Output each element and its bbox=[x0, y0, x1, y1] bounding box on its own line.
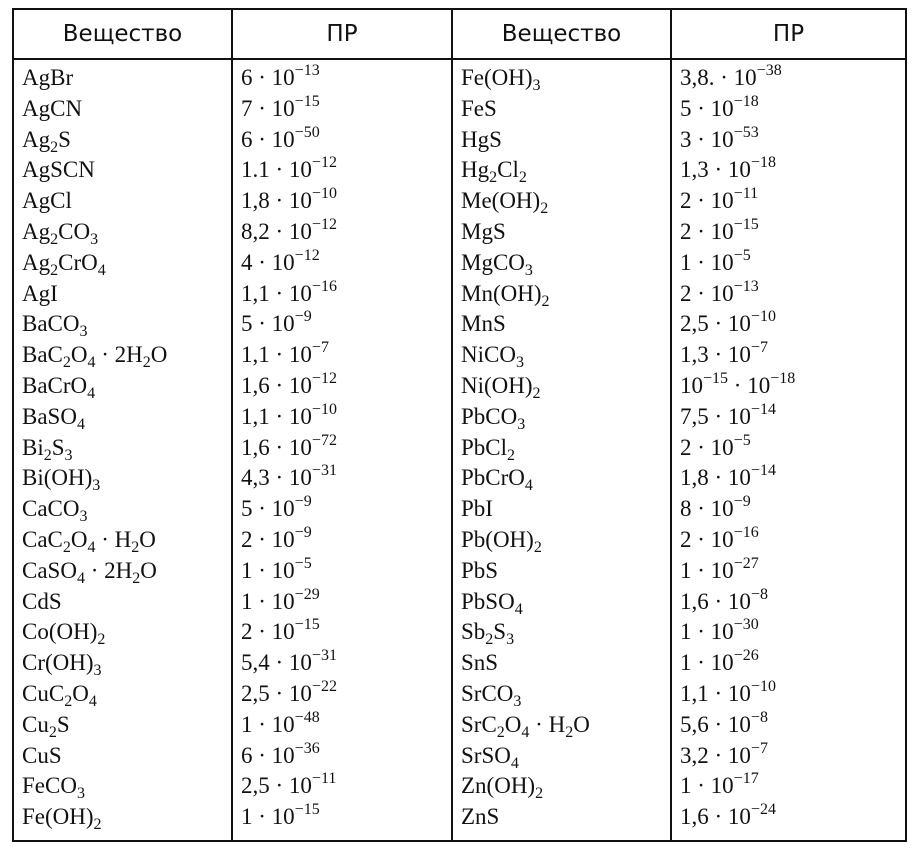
formula-subscript: 2 bbox=[565, 723, 574, 741]
formula-subscript: 2 bbox=[131, 538, 140, 556]
solubility-product-table bbox=[12, 8, 907, 842]
ksp-cell: $1,1 \cdot 10^{-16}$ bbox=[232, 280, 452, 311]
ksp-exponent: −9 bbox=[294, 495, 312, 511]
table-body bbox=[13, 59, 906, 841]
ksp-exponent: −14 bbox=[750, 464, 776, 480]
ksp-cell: $1.1 \cdot 10^{-12}$ bbox=[232, 156, 452, 187]
formula-subscript: 2 bbox=[93, 816, 102, 834]
ksp-exponent: −12 bbox=[311, 217, 337, 233]
table-row bbox=[13, 618, 906, 649]
ksp-cell: $1,1 \cdot 10^{-7}$ bbox=[232, 341, 452, 372]
ksp-exponent: −5 bbox=[733, 433, 751, 449]
formula-subscript: 3 bbox=[92, 477, 101, 495]
ksp-exponent: −7 bbox=[750, 741, 768, 757]
ksp-exponent: −48 bbox=[294, 710, 320, 726]
ksp-cell: $5 \cdot 10^{-18}$ bbox=[671, 95, 906, 126]
ksp-cell: $6 \cdot 10^{-50}$ bbox=[232, 126, 452, 157]
formula-subscript: 2 bbox=[50, 230, 59, 248]
substance-cell: PbI bbox=[452, 495, 671, 526]
ksp-cell: $1,8 \cdot 10^{-10}$ bbox=[232, 187, 452, 218]
ksp-exponent: −12 bbox=[311, 371, 337, 387]
header-ksp-left: ПР bbox=[232, 9, 452, 59]
table-row bbox=[13, 680, 906, 711]
ksp-exponent: −10 bbox=[750, 310, 776, 326]
ksp-cell: $5 \cdot 10^{-9}$ bbox=[232, 310, 452, 341]
ksp-exponent: −12 bbox=[311, 156, 337, 172]
substance-cell: PbSO$_4$ bbox=[452, 588, 671, 619]
ksp-exponent: −31 bbox=[311, 464, 337, 480]
ksp-exponent: −50 bbox=[294, 125, 320, 141]
substance-cell: $Ni(OH)_2$ bbox=[452, 372, 671, 403]
ksp-exponent: −26 bbox=[733, 649, 759, 665]
formula-subscript: 3 bbox=[506, 631, 515, 649]
ksp-cell: $1 \cdot 10^{-5}$ bbox=[671, 249, 906, 280]
table-row bbox=[13, 434, 906, 465]
formula-subscript: 4 bbox=[524, 477, 533, 495]
substance-cell: CaCO$_3$ bbox=[22, 496, 88, 526]
table-row bbox=[13, 187, 906, 218]
table-row bbox=[13, 526, 906, 557]
ksp-cell: $10^{-15} \cdot 10^{-18}$ bbox=[671, 372, 906, 403]
ksp-cell: $1 \cdot 10^{-29}$ bbox=[232, 588, 452, 619]
ksp-exponent: −22 bbox=[311, 679, 337, 695]
substance-cell: PbCO$_3$ bbox=[452, 403, 671, 434]
substance-cell: CdS bbox=[22, 588, 62, 614]
formula-subscript: 2 bbox=[532, 384, 541, 402]
ksp-cell: $1 \cdot 10^{-30}$ bbox=[671, 618, 906, 649]
ksp-exponent: −15 bbox=[703, 371, 729, 387]
ksp-cell: $1,3 \cdot 10^{-18}$ bbox=[671, 156, 906, 187]
formula-subscript: 3 bbox=[76, 785, 85, 803]
ksp-cell: $5,4 \cdot 10^{-31}$ bbox=[232, 649, 452, 680]
substance-cell: ZnS bbox=[452, 803, 671, 841]
ksp-cell: $4,3 \cdot 10^{-31}$ bbox=[232, 464, 452, 495]
ksp-exponent: −9 bbox=[294, 525, 312, 541]
substance-cell: $Co(OH)_2$ bbox=[22, 619, 106, 649]
ksp-cell: $2 \cdot 10^{-9}$ bbox=[232, 526, 452, 557]
substance-cell: $SrC_2O_4 \cdot H_2O$ bbox=[452, 711, 671, 742]
ksp-exponent: −5 bbox=[294, 556, 312, 572]
ksp-exponent: −31 bbox=[311, 649, 337, 665]
formula-subscript: 4 bbox=[87, 354, 96, 372]
formula-subscript: 3 bbox=[79, 323, 88, 341]
formula-subscript: 2 bbox=[485, 631, 494, 649]
ksp-exponent: −14 bbox=[750, 402, 776, 418]
ksp-cell: $2 \cdot 10^{-15}$ bbox=[232, 618, 452, 649]
substance-cell: AgSCN bbox=[22, 157, 95, 183]
ksp-cell: $6 \cdot 10^{-13}$ bbox=[232, 59, 452, 95]
formula-subscript: 2 bbox=[64, 692, 73, 710]
formula-subscript: 3 bbox=[515, 354, 524, 372]
ksp-exponent: −30 bbox=[733, 618, 759, 634]
substance-cell: $CuC_2O_4$ bbox=[22, 680, 97, 710]
ksp-exponent: −29 bbox=[294, 587, 320, 603]
formula-subscript: 2 bbox=[43, 446, 52, 464]
ksp-exponent: −10 bbox=[311, 402, 337, 418]
table-row bbox=[13, 588, 906, 619]
ksp-cell: $4 \cdot 10^{-12}$ bbox=[232, 249, 452, 280]
formula-subscript: 2 bbox=[62, 354, 71, 372]
table-row bbox=[13, 772, 906, 803]
ksp-exponent: −7 bbox=[311, 341, 329, 357]
substance-cell: $Fe(OH)_2$ bbox=[22, 804, 102, 834]
ksp-cell: $5 \cdot 10^{-9}$ bbox=[232, 495, 452, 526]
ksp-cell: $7 \cdot 10^{-15}$ bbox=[232, 95, 452, 126]
ksp-exponent: −7 bbox=[750, 341, 768, 357]
header-substance-right: Вещество bbox=[452, 9, 671, 59]
formula-subscript: 4 bbox=[97, 261, 106, 279]
ksp-exponent: −16 bbox=[311, 279, 337, 295]
formula-subscript: 3 bbox=[79, 508, 88, 526]
substance-cell: PbS bbox=[452, 557, 671, 588]
formula-subscript: 2 bbox=[62, 538, 71, 556]
substance-cell: $Pb(OH)_2$ bbox=[452, 526, 671, 557]
ksp-cell: $2 \cdot 10^{-13}$ bbox=[671, 280, 906, 311]
formula-subscript: 3 bbox=[524, 261, 533, 279]
formula-subscript: 2 bbox=[489, 169, 498, 187]
ksp-exponent: −38 bbox=[756, 62, 782, 79]
ksp-exponent: −10 bbox=[750, 679, 776, 695]
substance-cell: $Cr(OH)_3$ bbox=[22, 650, 102, 680]
ksp-exponent: −16 bbox=[733, 525, 759, 541]
substance-cell: $Ag_2S$ bbox=[22, 126, 71, 156]
header-ksp-right: ПР bbox=[671, 9, 906, 59]
substance-cell: PbCl$_2$ bbox=[452, 434, 671, 465]
formula-subscript: 3 bbox=[517, 415, 526, 433]
table-row bbox=[13, 156, 906, 187]
ksp-exponent: −15 bbox=[733, 217, 759, 233]
ksp-exponent: −8 bbox=[750, 710, 768, 726]
formula-subscript: 2 bbox=[518, 169, 527, 187]
table-row bbox=[13, 649, 906, 680]
ksp-exponent: −15 bbox=[294, 618, 320, 634]
substance-cell: $Ag_2CrO_4$ bbox=[22, 249, 106, 279]
ksp-exponent: −13 bbox=[733, 279, 759, 295]
formula-subscript: 4 bbox=[76, 569, 85, 587]
ksp-cell: $2,5 \cdot 10^{-22}$ bbox=[232, 680, 452, 711]
substance-cell: BaCrO$_4$ bbox=[22, 372, 96, 402]
ksp-cell: $2,5 \cdot 10^{-11}$ bbox=[232, 772, 452, 803]
table-row bbox=[13, 403, 906, 434]
ksp-cell: $2 \cdot 10^{-16}$ bbox=[671, 526, 906, 557]
ksp-cell: $1 \cdot 10^{-15}$ bbox=[232, 803, 452, 841]
substance-cell: $Bi_2S_3$ bbox=[22, 434, 73, 464]
table-row bbox=[13, 310, 906, 341]
substance-cell: $Ag_2CO_3$ bbox=[22, 218, 99, 248]
ksp-exponent: −5 bbox=[733, 248, 751, 264]
ksp-cell: $8,2 \cdot 10^{-12}$ bbox=[232, 218, 452, 249]
ksp-exponent: −11 bbox=[311, 772, 337, 788]
ksp-cell: $6 \cdot 10^{-36}$ bbox=[232, 742, 452, 773]
substance-cell: BaSO$_4$ bbox=[22, 403, 85, 433]
ksp-cell: $1,6 \cdot 10^{-12}$ bbox=[232, 372, 452, 403]
formula-subscript: 2 bbox=[50, 261, 59, 279]
substance-cell: $Sb_2S_3$ bbox=[452, 618, 671, 649]
substance-cell: AgCl bbox=[22, 188, 72, 214]
formula-subscript: 2 bbox=[541, 292, 550, 310]
ksp-cell: $1,8 \cdot 10^{-14}$ bbox=[671, 464, 906, 495]
substance-cell: $Cu_2S$ bbox=[22, 711, 70, 741]
ksp-exponent: −15 bbox=[294, 803, 320, 819]
ksp-exponent: −72 bbox=[311, 433, 337, 449]
ksp-cell: $1,6 \cdot 10^{-72}$ bbox=[232, 434, 452, 465]
substance-cell: AgCN bbox=[22, 95, 83, 121]
ksp-exponent: −36 bbox=[294, 741, 320, 757]
substance-cell: BaCO$_3$ bbox=[22, 311, 88, 341]
ksp-exponent: −9 bbox=[733, 495, 751, 511]
substance-cell: AgI bbox=[22, 280, 58, 306]
table-row bbox=[13, 126, 906, 157]
ksp-cell: $2 \cdot 10^{-5}$ bbox=[671, 434, 906, 465]
formula-subscript: 3 bbox=[64, 446, 73, 464]
table-row bbox=[13, 495, 906, 526]
formula-subscript: 3 bbox=[90, 230, 99, 248]
ksp-exponent: −17 bbox=[733, 772, 759, 788]
substance-cell: NiCO$_3$ bbox=[452, 341, 671, 372]
formula-subscript: 2 bbox=[496, 723, 505, 741]
ksp-exponent: −9 bbox=[294, 310, 312, 326]
substance-cell: MgCO$_3$ bbox=[452, 249, 671, 280]
ksp-exponent: −18 bbox=[770, 371, 796, 387]
ksp-cell: 3,8. · $10^{-38}$ bbox=[671, 59, 906, 95]
ksp-cell: $1,6 \cdot 10^{-8}$ bbox=[671, 588, 906, 619]
ksp-cell: $3,2 \cdot 10^{-7}$ bbox=[671, 742, 906, 773]
formula-subscript: 4 bbox=[88, 692, 97, 710]
ksp-cell: $1,6 \cdot 10^{-24}$ bbox=[671, 803, 906, 841]
table-row bbox=[13, 803, 906, 841]
formula-subscript: 4 bbox=[514, 600, 523, 618]
formula-subscript: 4 bbox=[87, 384, 96, 402]
substance-cell: $Zn(OH)_2$ bbox=[452, 772, 671, 803]
ksp-exponent: −10 bbox=[311, 187, 337, 203]
substance-cell: PbCrO$_4$ bbox=[452, 464, 671, 495]
substance-cell: CaSO$_4$ · $2H_2O$ bbox=[22, 557, 157, 587]
table-row bbox=[13, 249, 906, 280]
substance-cell: $Me(OH)_2$ bbox=[452, 187, 671, 218]
formula-subscript: 4 bbox=[521, 723, 530, 741]
formula-subscript: 4 bbox=[76, 415, 85, 433]
ksp-exponent: −15 bbox=[294, 94, 320, 110]
ksp-cell: $1 \cdot 10^{-5}$ bbox=[232, 557, 452, 588]
ksp-cell: $8 \cdot 10^{-9}$ bbox=[671, 495, 906, 526]
substance-cell: $BaC_2O_4 \cdot 2H_2O$ bbox=[22, 342, 168, 372]
formula-subscript: 3 bbox=[532, 77, 541, 94]
ksp-exponent: −8 bbox=[750, 587, 768, 603]
ksp-cell: $3 \cdot 10^{-53}$ bbox=[671, 126, 906, 157]
table-row bbox=[13, 372, 906, 403]
formula-subscript: 4 bbox=[87, 538, 96, 556]
ksp-cell: $2 \cdot 10^{-11}$ bbox=[671, 187, 906, 218]
ksp-cell: $1 \cdot 10^{-27}$ bbox=[671, 557, 906, 588]
formula-subscript: 2 bbox=[132, 569, 141, 587]
ksp-cell: $1 \cdot 10^{-26}$ bbox=[671, 649, 906, 680]
table-row bbox=[13, 341, 906, 372]
table-row bbox=[13, 464, 906, 495]
table-row bbox=[13, 742, 906, 773]
formula-subscript: 2 bbox=[97, 631, 106, 649]
ksp-exponent: −24 bbox=[750, 803, 776, 819]
ksp-cell: $2 \cdot 10^{-15}$ bbox=[671, 218, 906, 249]
formula-subscript: 2 bbox=[507, 446, 516, 464]
substance-cell: FeS bbox=[452, 95, 671, 126]
table-header-row bbox=[13, 9, 906, 59]
ksp-cell: $1 \cdot 10^{-17}$ bbox=[671, 772, 906, 803]
ksp-cell: $5,6 \cdot 10^{-8}$ bbox=[671, 711, 906, 742]
table-row bbox=[13, 280, 906, 311]
substance-cell: HgS bbox=[452, 126, 671, 157]
ksp-exponent: −18 bbox=[750, 156, 776, 172]
ksp-cell: $1,3 \cdot 10^{-7}$ bbox=[671, 341, 906, 372]
substance-cell: $Fe(OH)_3$ bbox=[452, 59, 671, 95]
substance-cell: $CaC_2O_4 \cdot H_2O$ bbox=[22, 526, 156, 556]
formula-subscript: 2 bbox=[142, 354, 151, 372]
substance-cell: $Mn(OH)_2$ bbox=[452, 280, 671, 311]
substance-cell: SnS bbox=[452, 649, 671, 680]
substance-cell: CuS bbox=[22, 742, 62, 768]
formula-subscript: 4 bbox=[510, 754, 519, 772]
ksp-exponent: −53 bbox=[733, 125, 759, 141]
formula-subscript: 2 bbox=[540, 200, 549, 218]
substance-cell: FeCO$_3$ bbox=[22, 773, 85, 803]
formula-subscript: 2 bbox=[48, 723, 57, 741]
ksp-cell: $2,5 \cdot 10^{-10}$ bbox=[671, 310, 906, 341]
ksp-exponent: −27 bbox=[733, 556, 759, 572]
substance-cell: AgBr bbox=[22, 65, 74, 90]
substance-cell: MnS bbox=[452, 310, 671, 341]
ksp-exponent: −12 bbox=[294, 248, 320, 264]
ksp-cell: $1,1 \cdot 10^{-10}$ bbox=[232, 403, 452, 434]
substance-cell: $Bi(OH)_3$ bbox=[22, 465, 101, 495]
ksp-exponent: −11 bbox=[733, 187, 759, 203]
formula-subscript: 2 bbox=[535, 785, 544, 803]
substance-cell: SrCO$_3$ bbox=[452, 680, 671, 711]
table-row bbox=[13, 95, 906, 126]
table-row bbox=[13, 711, 906, 742]
substance-cell: $Hg_2Cl_2$ bbox=[452, 156, 671, 187]
formula-subscript: 3 bbox=[513, 692, 522, 710]
substance-cell: MgS bbox=[452, 218, 671, 249]
table-row bbox=[13, 218, 906, 249]
table-row bbox=[13, 59, 906, 95]
ksp-exponent: −18 bbox=[733, 94, 759, 110]
ksp-exponent: −13 bbox=[294, 62, 320, 79]
substance-cell: SrSO$_4$ bbox=[452, 742, 671, 773]
formula-subscript: 2 bbox=[533, 538, 542, 556]
table-row bbox=[13, 557, 906, 588]
formula-subscript: 2 bbox=[50, 138, 59, 156]
ksp-cell: $7,5 \cdot 10^{-14}$ bbox=[671, 403, 906, 434]
ksp-cell: $1,1 \cdot 10^{-10}$ bbox=[671, 680, 906, 711]
formula-subscript: 3 bbox=[93, 662, 102, 680]
ksp-cell: $1 \cdot 10^{-48}$ bbox=[232, 711, 452, 742]
header-substance-left: Вещество bbox=[13, 9, 232, 59]
